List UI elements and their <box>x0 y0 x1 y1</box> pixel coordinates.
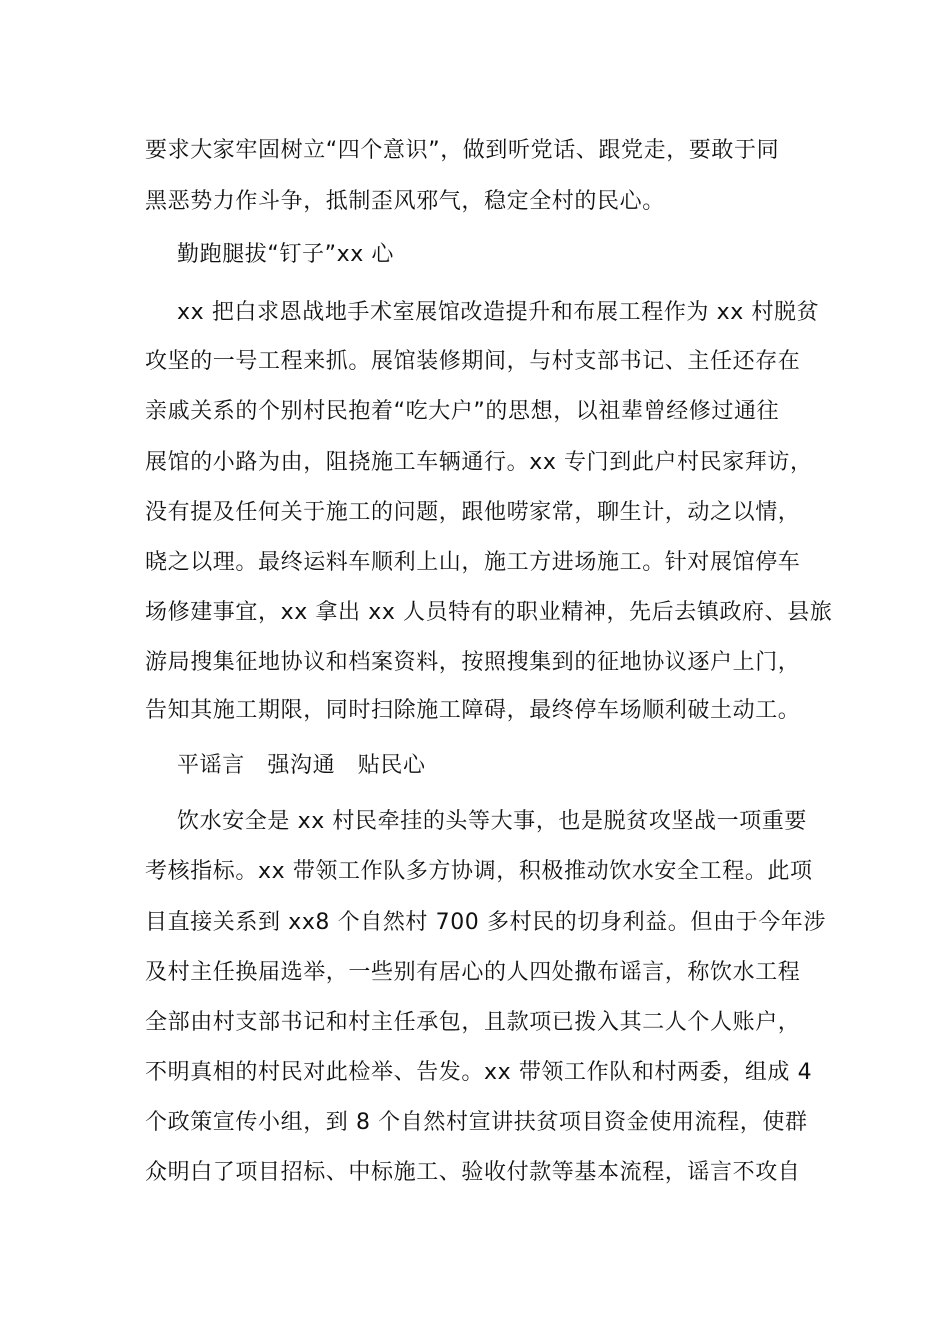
text-line: 攻坚的一号工程来抓。展馆装修期间，与村支部书记、主任还存在 <box>145 349 801 374</box>
text-line: 要求大家牢固树立“四个意识”，做到听党话、跟党走，要敢于同 <box>145 138 780 163</box>
text-line: 晓之以理。最终运料车顺利上山，施工方进场施工。针对展馆停车 <box>145 550 801 575</box>
text-line: 游局搜集征地协议和档案资料，按照搜集到的征地协议逐户上门， <box>145 650 801 675</box>
text-line: 目直接关系到 xx8 个自然村 700 多村民的切身利益。但由于今年涉 <box>145 910 827 935</box>
text-line: 及村主任换届选举，一些别有居心的人四处撒布谣言，称饮水工程 <box>145 960 801 985</box>
text-line: 众明白了项目招标、中标施工、验收付款等基本流程，谣言不攻自 <box>145 1160 801 1185</box>
text-line: 不明真相的村民对此检举、告发。xx 带领工作队和村两委，组成 4 <box>145 1060 813 1085</box>
text-line: 亲戚关系的个别村民抱着“吃大户”的思想，以祖辈曾经修过通往 <box>145 399 780 424</box>
text-line: 没有提及任何关于施工的问题，跟他唠家常，聊生计，动之以情， <box>145 500 801 525</box>
text-line: 展馆的小路为由，阻挠施工车辆通行。xx 专门到此户村民家拜访， <box>145 450 813 475</box>
text-line: 黑恶势力作斗争，抵制歪风邪气，稳定全村的民心。 <box>145 189 665 214</box>
paragraph-start: xx 把白求恩战地手术室展馆改造提升和布展工程作为 xx 村脱贫 <box>177 300 820 325</box>
section-heading: 勤跑腿拔“钉子”xx 心 <box>177 242 395 267</box>
text-line: 告知其施工期限，同时扫除施工障碍，最终停车场顺利破土动工。 <box>145 698 801 723</box>
paragraph-start: 饮水安全是 xx 村民牵挂的头等大事，也是脱贫攻坚战一项重要 <box>177 809 808 834</box>
text-line: 全部由村支部书记和村主任承包，且款项已拨入其二人个人账户， <box>145 1010 801 1035</box>
section-heading: 平谣言 强沟通 贴民心 <box>177 753 426 778</box>
text-line: 考核指标。xx 带领工作队多方协调，积极推动饮水安全工程。此项 <box>145 859 813 884</box>
text-line: 场修建事宜，xx 拿出 xx 人员特有的职业精神，先后去镇政府、县旅 <box>145 600 833 625</box>
text-line: 个政策宣传小组，到 8 个自然村宣讲扶贫项目资金使用流程，使群 <box>145 1110 808 1135</box>
